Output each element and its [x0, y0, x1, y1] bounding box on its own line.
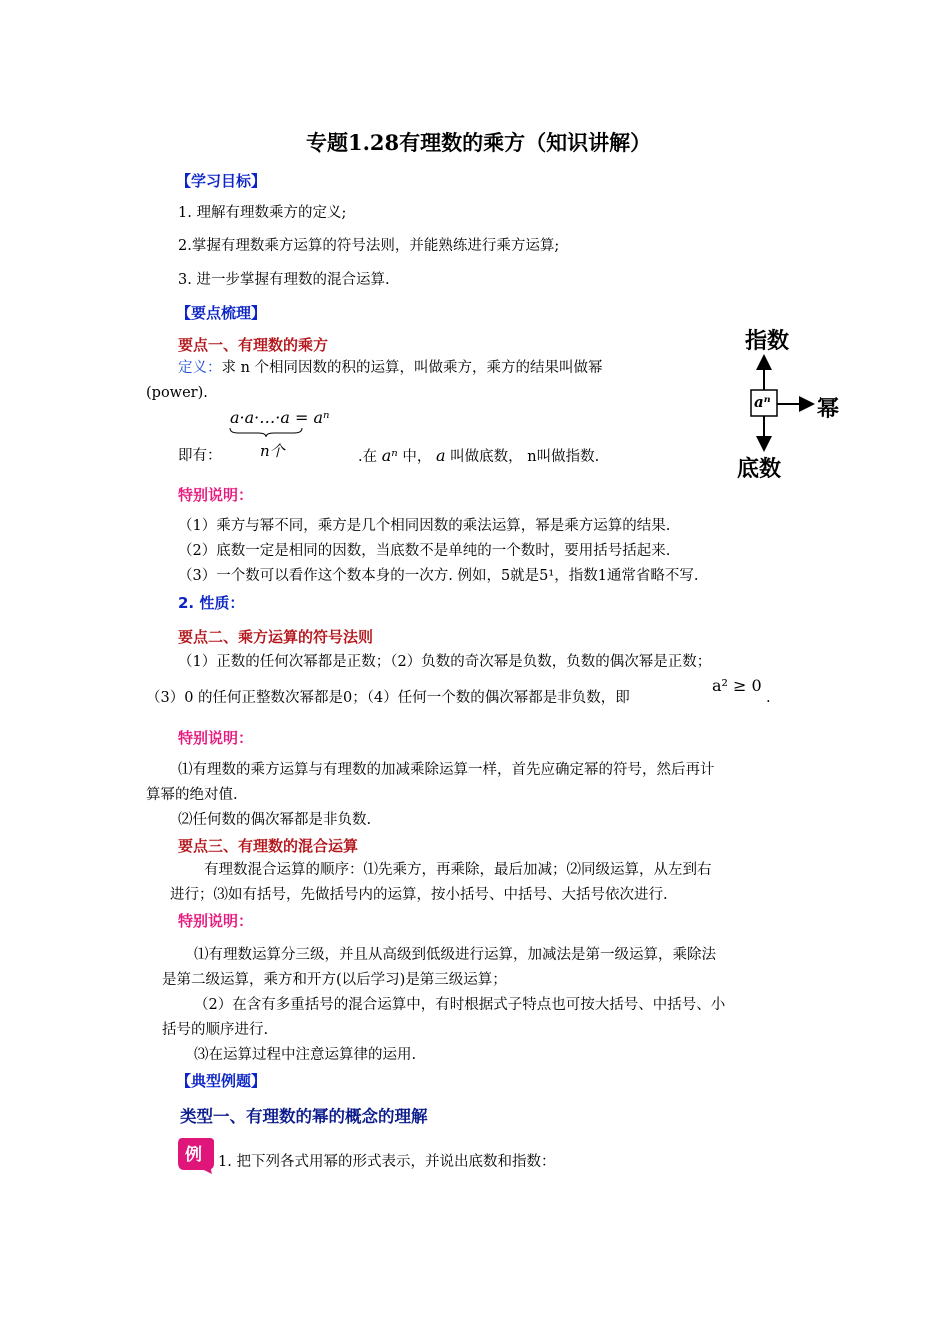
diagram-power-symbol: aⁿ [754, 393, 771, 411]
diagram-exponent-label: 指数 [745, 329, 790, 354]
definition-line [178, 358, 603, 378]
note-item: （2）底数一定是相同的因数，当底数不是单纯的一个数时，要用括号括起来. [178, 543, 671, 559]
power-diagram [735, 322, 845, 482]
special-note-heading: 特别说明： [178, 729, 254, 747]
definition-text-cont: (power). [146, 385, 208, 401]
text-fragment: 叫做底数， n叫做指数. [450, 449, 600, 465]
property-heading: 2. 性质： [178, 594, 245, 612]
text-fragment: （3）0 的任何正整数次幂都是0；（4）任何一个数的偶次幂都是非负数，即 [146, 690, 630, 706]
definition-text: 求 n 个相同因数的积的运算，叫做乘方，乘方的结果叫做幂 [221, 360, 603, 376]
note-item: ⑶在运算过程中注意运算律的运用. [194, 1047, 417, 1063]
power-formula: a·a·…·a = aⁿ [230, 408, 330, 427]
text-fragment: 中， [402, 449, 432, 465]
text-fragment: .在 [358, 449, 378, 465]
underbrace [228, 426, 304, 438]
diagram-power-label: 幂 [817, 397, 840, 422]
definition-label: 定义： [178, 360, 222, 376]
example-badge-label: 例 [185, 1145, 202, 1165]
point3-heading: 要点三、有理数的混合运算 [178, 837, 359, 855]
diagram-base-label: 底数 [737, 457, 782, 482]
sign-rule-line [146, 688, 630, 708]
a-power-n: aⁿ [381, 446, 398, 465]
section-examples-heading: 【典型例题】 [176, 1072, 267, 1090]
nonnegative-inequality: a² ≥ 0 [712, 676, 762, 695]
section-points-heading: 【要点梳理】 [176, 304, 267, 322]
page-title: 专题1.28有理数的乘方（知识讲解） [306, 130, 652, 155]
type1-heading: 类型一、有理数的幂的概念的理解 [180, 1107, 428, 1126]
goal-item: 1. 理解有理数乘方的定义; [178, 205, 347, 221]
goal-item: 3. 进一步掌握有理数的混合运算. [178, 272, 390, 288]
note-item: ⑴有理数的乘方运算与有理数的加减乘除运算一样，首先应确定幂的符号，然后再计 [178, 762, 715, 778]
note-item: （1）乘方与幂不同，乘方是几个相同因数的乘法运算，幂是乘方运算的结果. [178, 518, 671, 534]
goal-item: 2.掌握有理数乘方运算的符号法则，并能熟练进行乘方运算; [178, 238, 560, 254]
special-note-heading: 特别说明： [178, 912, 254, 930]
point1-heading: 要点一、有理数的乘方 [178, 336, 329, 354]
note-item: ⑴有理数运算分三级，并且从高级到低级进行运算，加减法是第一级运算，乘除法 [194, 947, 716, 963]
note-item: 是第二级运算，乘方和开方(以后学习)是第三级运算； [162, 972, 507, 988]
a-symbol: a [435, 446, 446, 465]
point2-heading: 要点二、乘方运算的符号法则 [178, 628, 374, 646]
special-note-heading: 特别说明： [178, 486, 254, 504]
note-item: 括号的顺序进行. [162, 1022, 269, 1038]
jiyou-label: 即有： [178, 448, 222, 464]
note-item: ⑵任何数的偶次幂都是非负数. [178, 812, 372, 828]
base-exponent-line [358, 446, 599, 467]
order-line: 有理数混合运算的顺序：⑴先乘方，再乘除，最后加减；⑵同级运算，从左到右 [204, 862, 712, 878]
period: . [766, 690, 771, 706]
example-text: 1. 把下列各式用幂的形式表示，并说出底数和指数： [218, 1154, 556, 1170]
note-item: （2）在含有多重括号的混合运算中，有时根据式子特点也可按大括号、中括号、小 [194, 997, 726, 1013]
example-badge [176, 1134, 216, 1174]
order-line: 进行；⑶如有括号，先做括号内的运算，按小括号、中括号、大括号依次进行. [170, 887, 668, 903]
section-goals-heading: 【学习目标】 [176, 172, 267, 190]
formula-count-label: n个 [260, 442, 285, 460]
note-item: 算幂的绝对值. [146, 787, 238, 803]
note-item: （3）一个数可以看作这个数本身的一次方. 例如，5就是5¹，指数1通常省略不写. [178, 568, 699, 584]
sign-rule-line: （1）正数的任何次幂都是正数；（2）负数的奇次幂是负数，负数的偶次幂是正数； [178, 654, 712, 670]
